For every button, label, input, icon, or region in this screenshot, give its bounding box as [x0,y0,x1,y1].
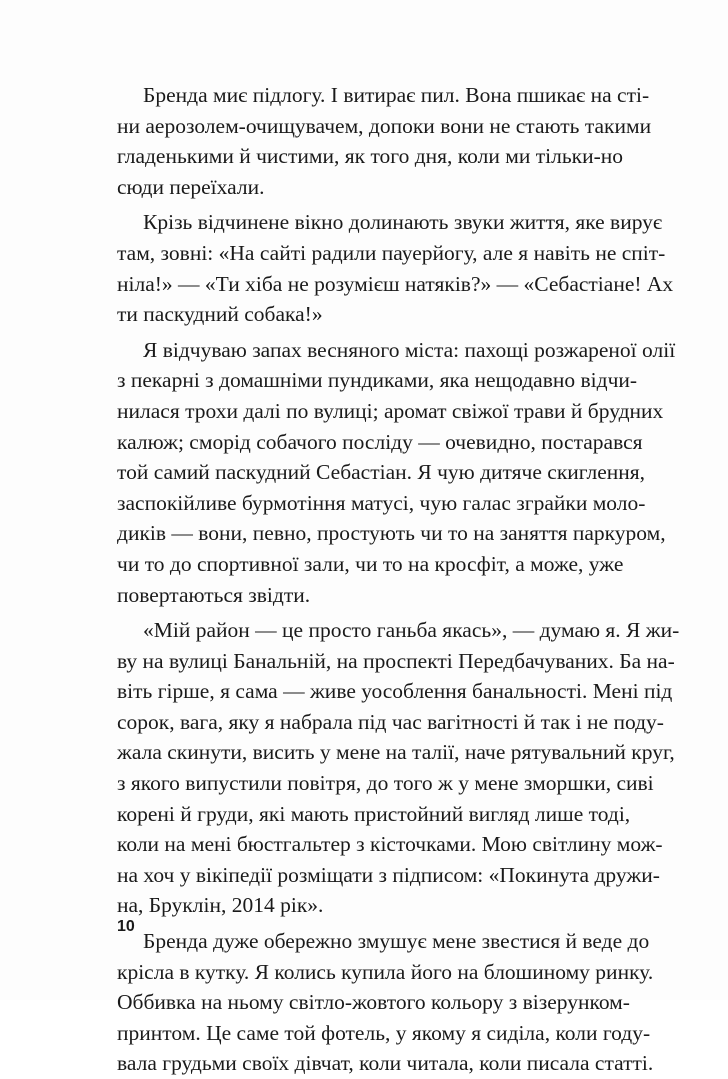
text-line: Оббивка на ньому світло-жовтого кольору з візерунком- [117,990,630,1015]
paragraph [117,926,654,1079]
text-line: вала грудьми своїх дівчат, коли читала, коли писала статті. [117,1051,654,1076]
text-line: повертаються звідти. [117,582,311,607]
text-line: ни аерозолем-очищувачем, допоки вони не стають такими [117,113,652,138]
paragraph [117,207,674,329]
text-line: ніла!» — «Ти хіба не розумієш натяків?» — «Себастіане! Ах [117,271,674,296]
body-text [117,80,680,1079]
text-line: сюди переїхали. [117,174,265,199]
text-line: гладенькими й чистими, як того дня, коли ми тільки-но [117,144,623,169]
text-line: Крізь відчинене вікно долинають звуки життя, яке вирує [143,210,663,235]
text-line: Бренда дуже обережно змушує мене звестися й веде до [143,929,650,954]
text-line: з якого випустили повітря, до того ж у мене зморшки, сиві [117,771,654,796]
text-line: ти паскудний собака!» [117,302,323,327]
text-line: жала скинути, висить у мене на талії, наче рятувальний круг, [117,740,675,765]
paragraph [117,615,680,921]
text-line: принтом. Це саме той фотель, у якому я сиділа, коли году- [117,1020,651,1045]
text-line: «Мій район — це просто ганьба якась», — думаю я. Я жи- [143,618,680,643]
text-line: диків — вони, певно, простують чи то на заняття паркуром, [117,521,666,546]
paragraph [117,335,676,610]
text-line: ву на вулиці Банальній, на проспекті Передбачуваних. Ба на- [117,648,675,673]
paragraph [117,80,652,202]
page-number: 10 [117,918,135,935]
text-line: коли на мені бюстгальтер з кісточками. Мою світлину мож- [117,832,663,857]
text-line: чи то до спортивної зали, чи то на кросфіт, а може, уже [117,551,624,576]
text-line: Бренда миє підлогу. І витирає пил. Вона пшикає на сті- [143,83,650,107]
text-line: заспокійливе бурмотіння матусі, чую галас зграйки моло- [117,490,646,515]
text-line: там, зовні: «На сайті радили пауерйогу, але я навіть не спіт- [117,240,666,265]
text-line: сорок, вага, яку я набрала під час вагітності й так і не поду- [117,709,664,734]
text-line: Я відчуваю запах весняного міста: пахощі розжареної олії [143,337,676,362]
text-line: нилася трохи далі по вулиці; аромат свіжої трави й брудних [117,398,664,423]
text-line: на, Бруклін, 2014 рік». [117,893,324,918]
text-line: крісла в кутку. Я колись купила його на блошиному ринку. [117,959,654,984]
text-line: на хоч у вікіпедії розміщати з підписом: «Покинута дружи- [117,862,660,887]
text-line: корені й груди, які мають пристойний вигляд лише тоді, [117,801,631,826]
text-line: віть гірше, я сама — живе уособлення банальності. Мені під [117,679,673,704]
text-line: з пекарні з домашніми пундиками, яка нещодавно відчи- [117,368,638,393]
text-line: той самий паскудний Себастіан. Я чую дитяче скиглення, [117,460,646,485]
text-line: калюж; сморід собачого посліду — очевидно, постарався [117,429,643,454]
